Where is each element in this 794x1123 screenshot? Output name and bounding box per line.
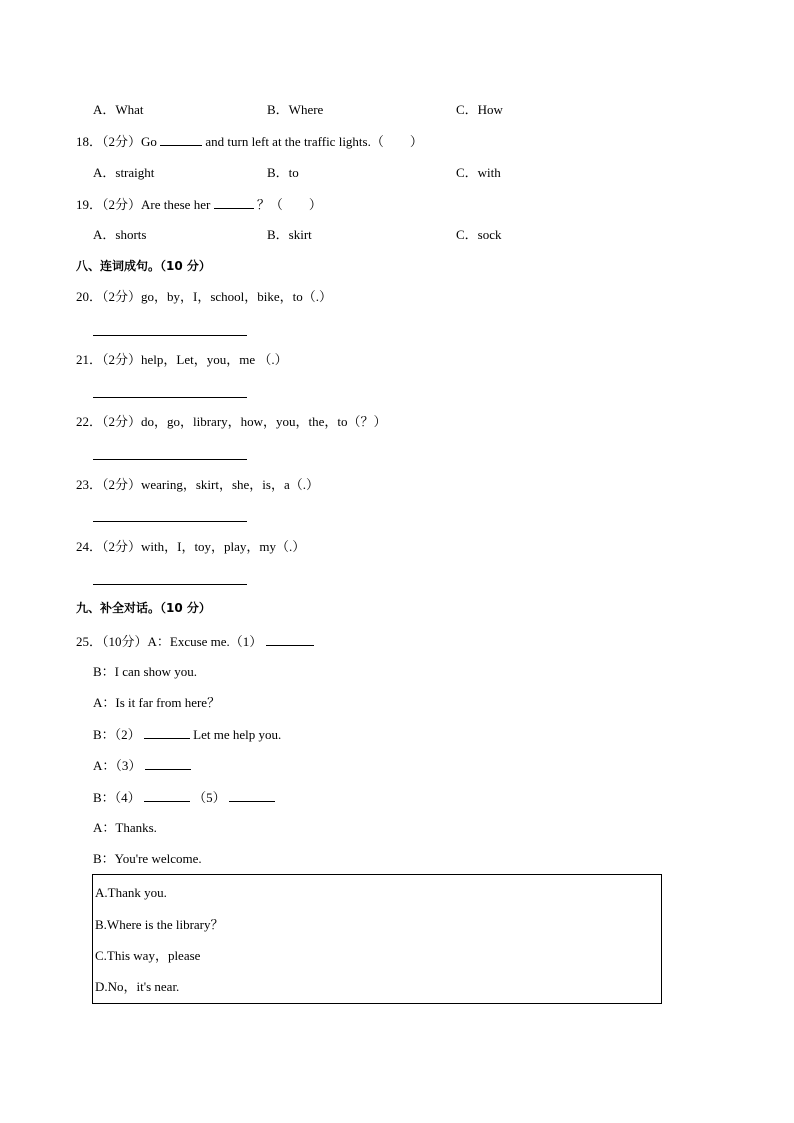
dialogue-line-5	[93, 757, 191, 774]
q17-option-a[interactable]: A．What	[93, 102, 144, 117]
q25-prefix: 25．（10分）A：Excuse me.（1）	[76, 634, 263, 649]
dialogue-line-8: B：You're welcome.	[93, 851, 202, 866]
dialogue-line-5-prefix: A：（3）	[93, 758, 142, 773]
dialogue-line-6	[93, 789, 275, 806]
q25-blank-2[interactable]	[144, 726, 190, 739]
dialogue-line-6-mid: （5）	[193, 790, 226, 805]
q24-answer-line[interactable]	[93, 584, 247, 585]
question-21: 21．（2分）help，Let，you，me （.）	[76, 352, 288, 367]
question-18	[76, 133, 423, 150]
question-22: 22．（2分）do，go，library，how，you，the，to（？）	[76, 414, 387, 429]
q17-option-c[interactable]: C．How	[456, 102, 503, 117]
q25-blank-4[interactable]	[144, 789, 190, 802]
q23-answer-line[interactable]	[93, 521, 247, 522]
section-8-title: 八、连词成句。（10 分）	[76, 259, 211, 273]
q18-option-a[interactable]: A．straight	[93, 165, 155, 180]
q19-prefix: 19．（2分）Are these her	[76, 197, 211, 212]
q18-rest: and turn left at the traffic lights.（ ）	[205, 134, 423, 149]
q18-option-b[interactable]: B．to	[267, 165, 299, 180]
question-20: 20．（2分）go，by，I，school，bike，to（.）	[76, 289, 333, 304]
dialogue-line-4-suffix: Let me help you.	[193, 727, 282, 742]
choice-b: B.Where is the library？	[95, 917, 224, 932]
dialogue-line-3: A：Is it far from here？	[93, 695, 221, 710]
choice-a: A.Thank you.	[95, 885, 167, 900]
question-19	[76, 196, 322, 213]
dialogue-line-6-prefix: B：（4）	[93, 790, 141, 805]
q18-prefix: 18．（2分）Go	[76, 134, 157, 149]
q19-option-b[interactable]: B．skirt	[267, 227, 312, 242]
question-23: 23．（2分）wearing，skirt，she，is，a（.）	[76, 477, 320, 492]
choices-box	[92, 874, 662, 1004]
q18-option-c[interactable]: C．with	[456, 165, 501, 180]
q19-rest: ？（ ）	[256, 197, 322, 212]
choice-d: D.No，it's near.	[95, 979, 180, 994]
choice-c: C.This way，please	[95, 948, 201, 963]
q19-option-a[interactable]: A．shorts	[93, 227, 147, 242]
q21-answer-line[interactable]	[93, 397, 247, 398]
dialogue-line-4	[93, 726, 281, 743]
q19-option-c[interactable]: C．sock	[456, 227, 502, 242]
q25-blank-1[interactable]	[266, 633, 314, 646]
q17-option-b[interactable]: B．Where	[267, 102, 324, 117]
q18-blank[interactable]	[160, 133, 202, 146]
q20-answer-line[interactable]	[93, 335, 247, 336]
question-24: 24．（2分）with，I，toy，play，my（.）	[76, 539, 306, 554]
q22-answer-line[interactable]	[93, 459, 247, 460]
dialogue-line-4-prefix: B：（2）	[93, 727, 141, 742]
q25-blank-5[interactable]	[229, 789, 275, 802]
section-9-title: 九、补全对话。（10 分）	[76, 601, 211, 615]
q25-blank-3[interactable]	[145, 757, 191, 770]
question-25	[76, 633, 314, 650]
q19-blank[interactable]	[214, 196, 254, 209]
dialogue-line-7: A：Thanks.	[93, 820, 157, 835]
dialogue-line-2: B：I can show you.	[93, 664, 197, 679]
